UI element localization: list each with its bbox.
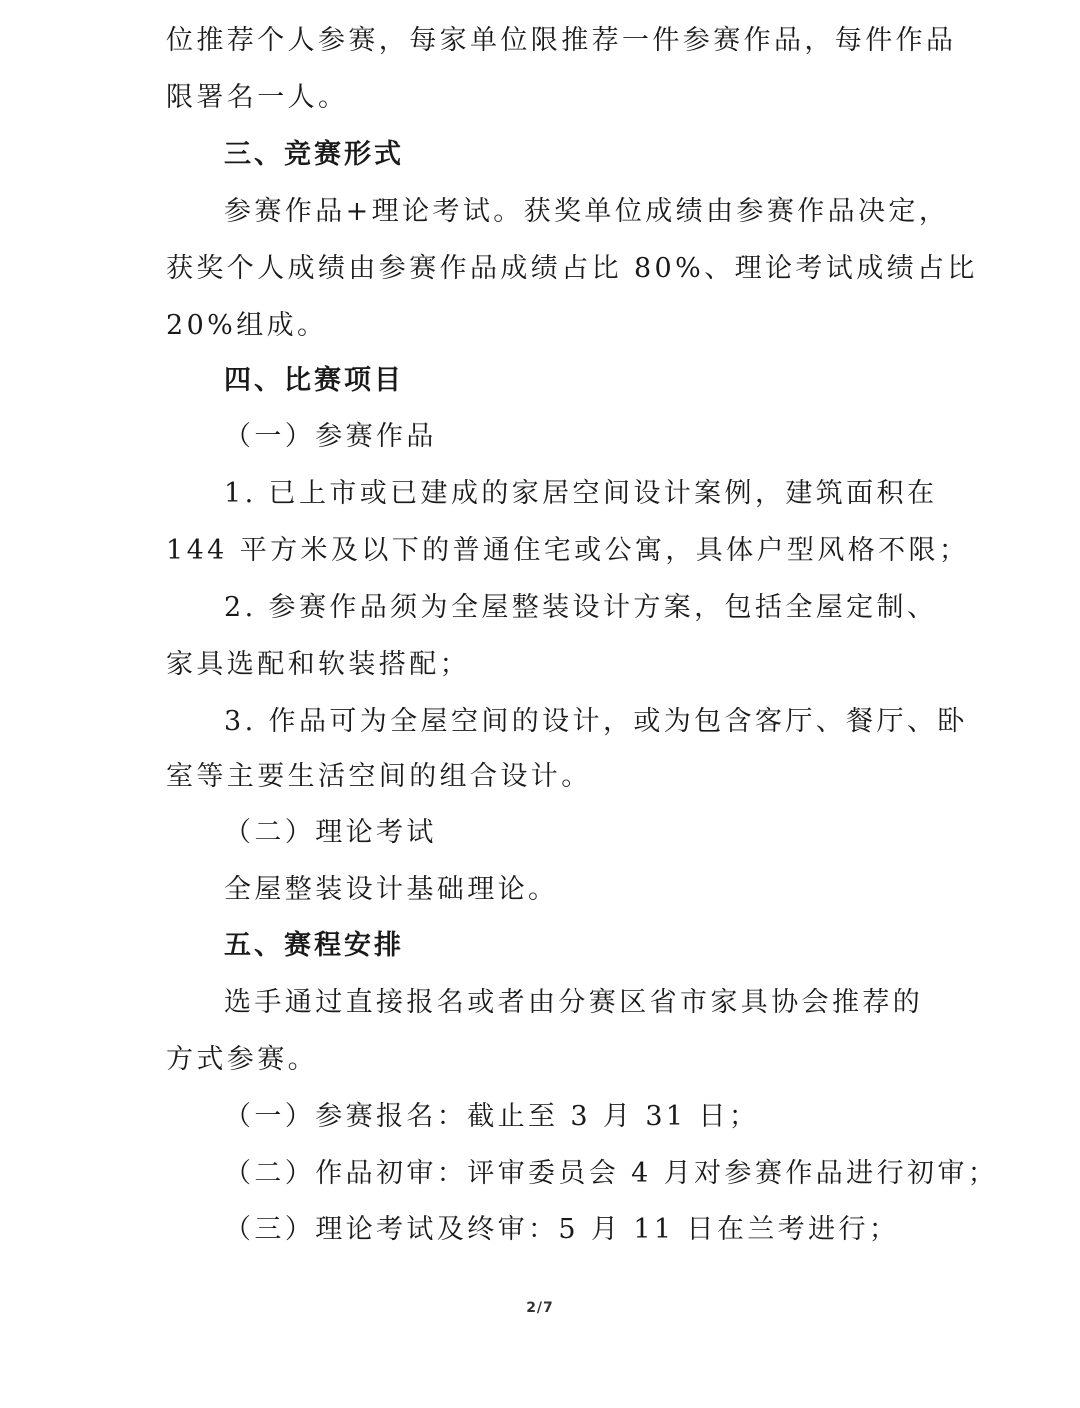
page-number: 2/7 (526, 1300, 554, 1316)
schedule-item: （三）理论考试及终审：5 月 11 日在兰考进行； (224, 1214, 900, 1245)
subsection-heading: （二）理论考试 (224, 817, 437, 848)
list-item: 2. 参赛作品须为全屋整装设计方案，包括全屋定制、 (224, 592, 938, 623)
paragraph-line: 家具选配和软装搭配； (166, 649, 470, 680)
paragraph-line: 全屋整装设计基础理论。 (224, 874, 559, 905)
section-heading: 五、赛程安排 (224, 930, 404, 961)
schedule-item: （一）参赛报名：截止至 3 月 31 日； (224, 1101, 760, 1132)
paragraph-line: 限署名一人。 (166, 82, 349, 113)
paragraph-line: 室等主要生活空间的组合设计。 (166, 761, 592, 792)
list-item: 3. 作品可为全屋空间的设计，或为包含客厅、餐厅、卧 (224, 706, 968, 737)
paragraph-line: 选手通过直接报名或者由分赛区省市家具协会推荐的 (224, 987, 924, 1018)
subsection-heading: （一）参赛作品 (224, 421, 437, 452)
section-heading: 四、比赛项目 (224, 365, 404, 396)
paragraph-line: 获奖个人成绩由参赛作品成绩占比 80%、理论考试成绩占比 (166, 253, 978, 284)
paragraph-line: 位推荐个人参赛，每家单位限推荐一件参赛作品，每件作品 (166, 25, 957, 56)
paragraph-line: 20%组成。 (166, 310, 328, 341)
schedule-item: （二）作品初审：评审委员会 4 月对参赛作品进行初审； (224, 1158, 999, 1189)
paragraph-line: 方式参赛。 (166, 1044, 318, 1075)
list-item: 1. 已上市或已建成的家居空间设计案例，建筑面积在 (224, 478, 938, 509)
paragraph-line: 144 平方米及以下的普通住宅或公寓，具体户型风格不限； (166, 535, 970, 566)
paragraph-line: 参赛作品+理论考试。获奖单位成绩由参赛作品决定， (224, 196, 950, 227)
section-heading: 三、竞赛形式 (224, 139, 404, 170)
